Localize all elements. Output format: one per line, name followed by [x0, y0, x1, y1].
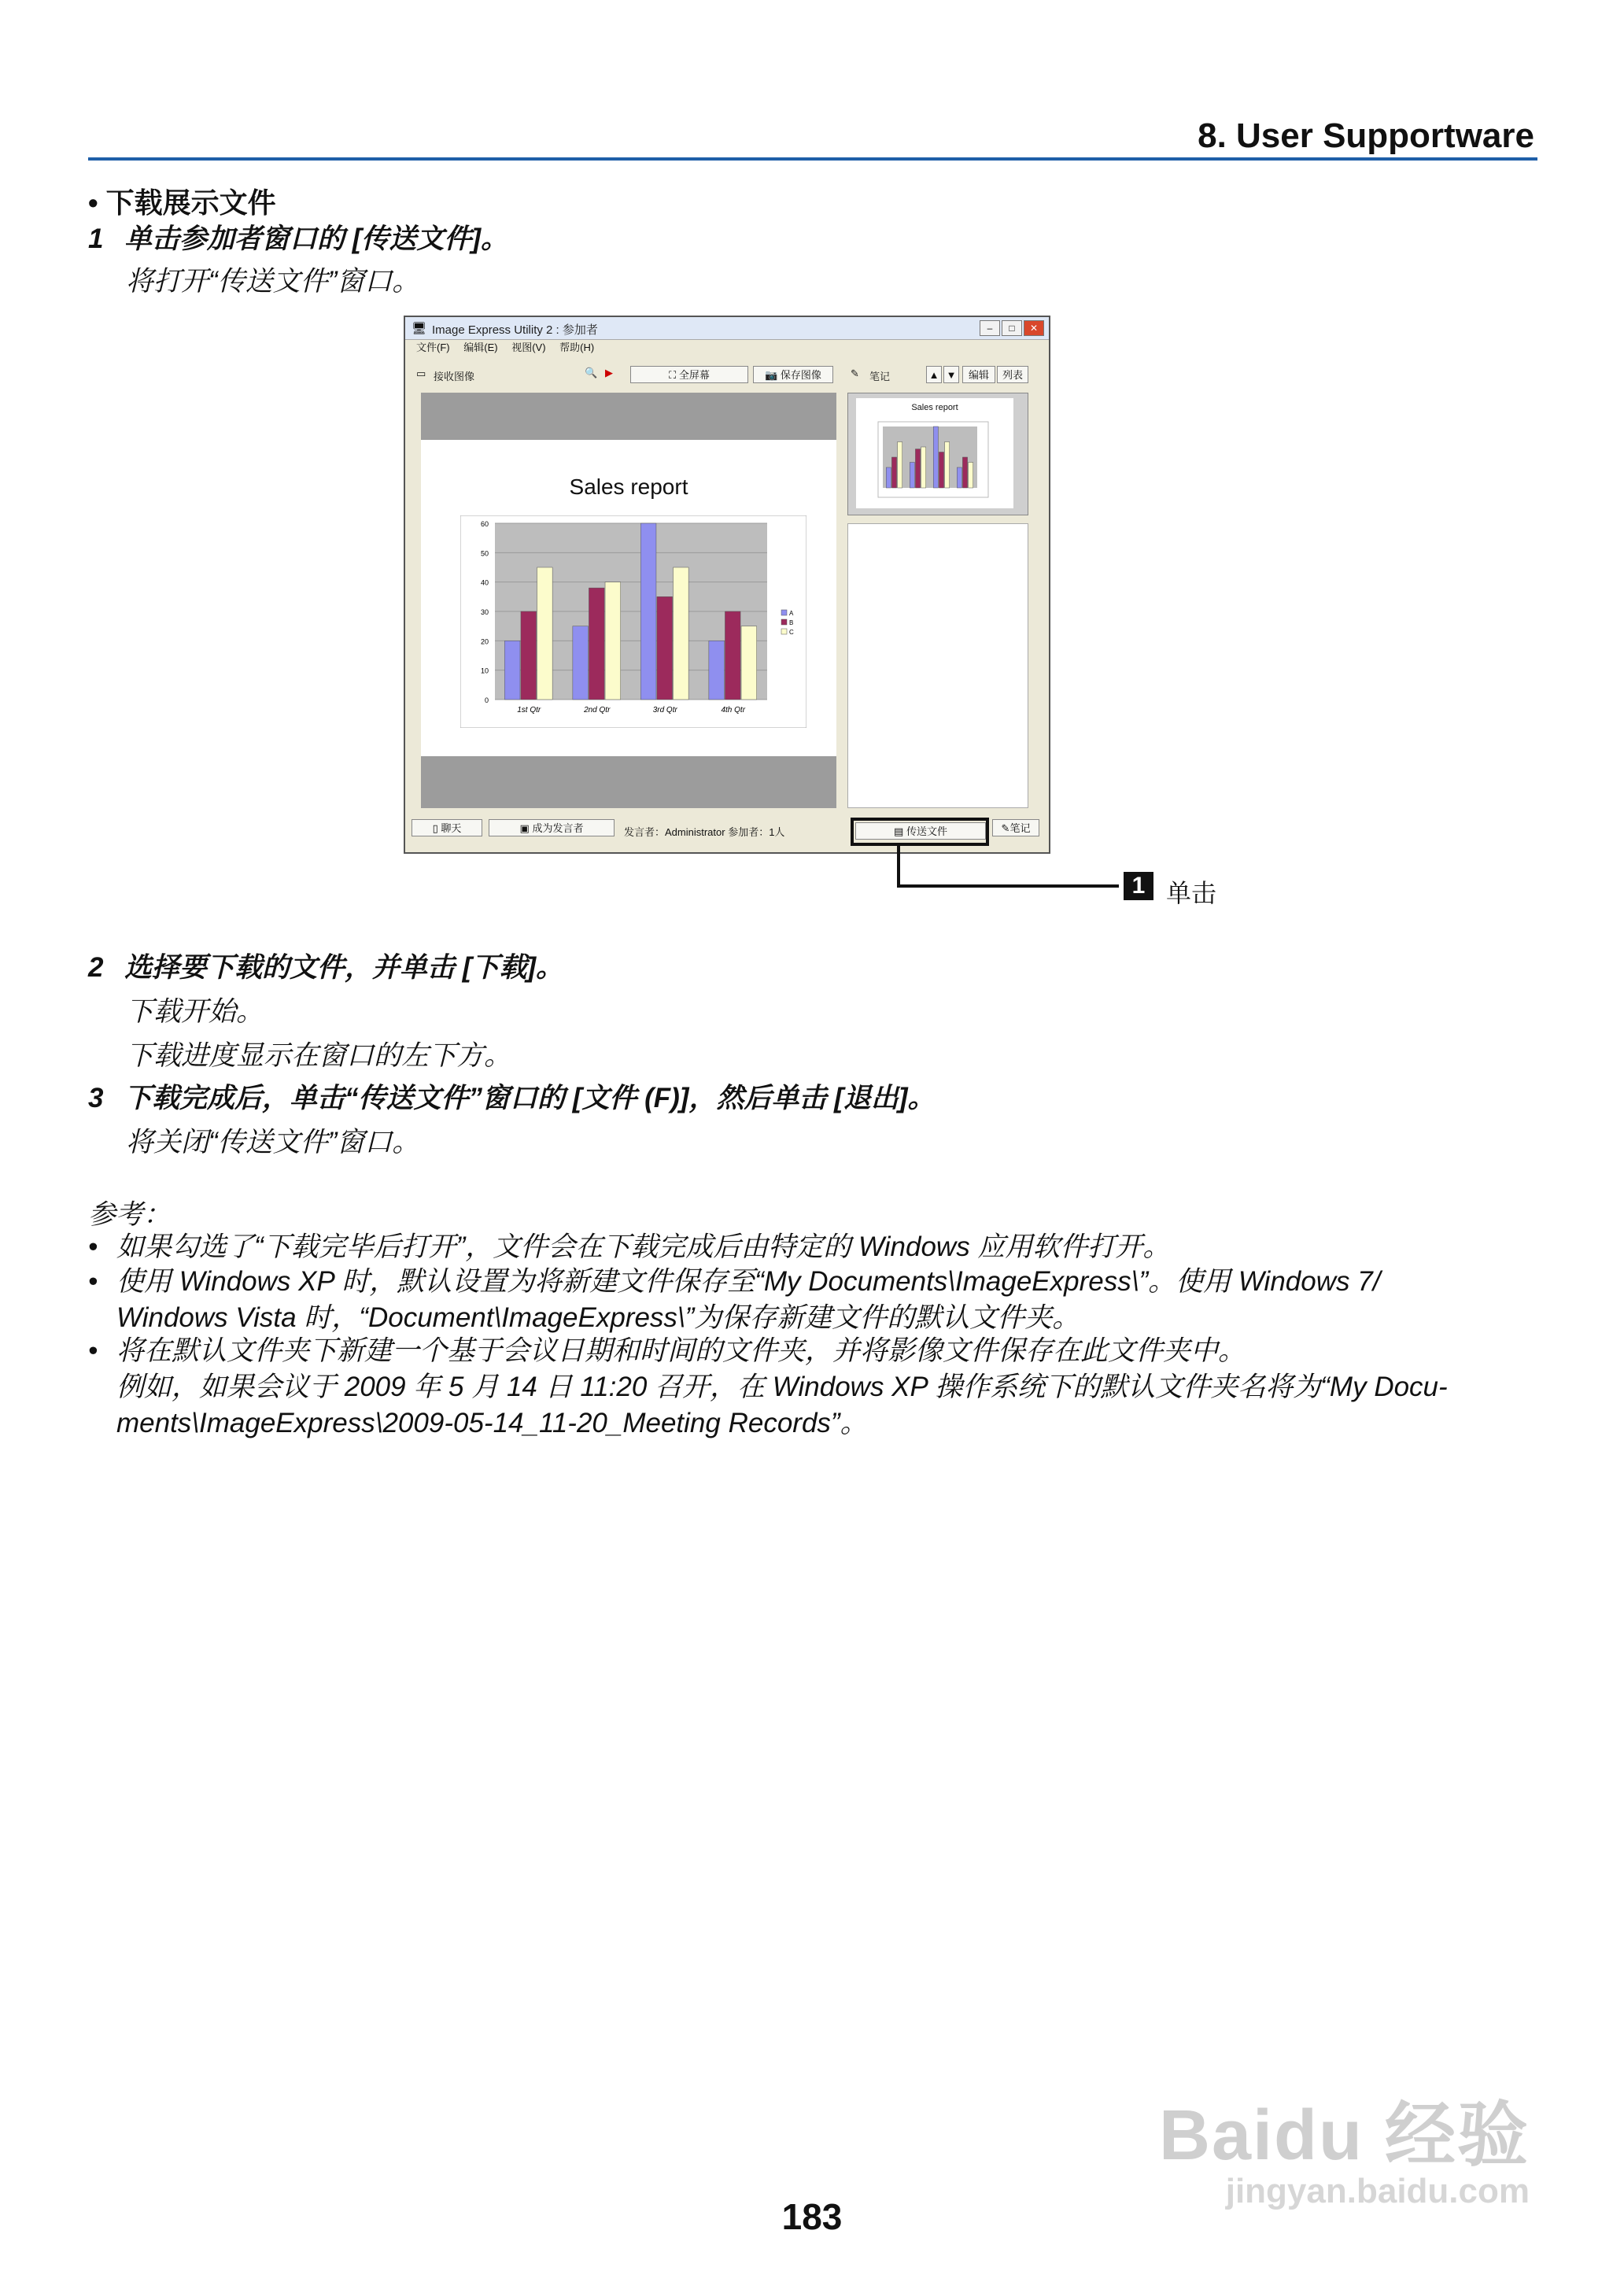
page-number: 183	[781, 2196, 843, 2237]
window-title: Image Express Utility 2 : 参加者	[432, 323, 598, 337]
step-text: 选择要下载的文件，并单击 [下载]。	[124, 952, 564, 983]
legend-swatch	[781, 629, 787, 634]
bar-C-1	[605, 582, 621, 700]
bar-B-0	[521, 611, 537, 700]
section-title: • 下载展示文件	[88, 186, 276, 219]
bar-C-0	[537, 567, 553, 700]
slide-area	[421, 440, 836, 756]
y-tick-label: 30	[480, 608, 489, 616]
step-1-desc: 将打开“传送文件”窗口。	[126, 266, 420, 297]
chat-button[interactable]: ▯ 聊天	[412, 819, 482, 836]
bar-A-1	[910, 463, 914, 489]
legend-swatch	[781, 619, 787, 625]
header-rule	[88, 157, 1537, 161]
step-text: 单击参加者窗口的 [传送文件]。	[124, 223, 509, 254]
fullscreen-button[interactable]: ⛶ 全屏幕	[630, 366, 748, 383]
y-tick-label: 0	[484, 696, 489, 704]
bar-A-2	[640, 523, 656, 700]
bar-B-3	[725, 611, 740, 700]
y-tick-label: 60	[480, 520, 489, 528]
bar-A-1	[573, 626, 589, 700]
watermark-url: jingyan.baidu.com	[1225, 2172, 1530, 2210]
legend-label: C	[789, 629, 794, 636]
menubar	[405, 339, 1049, 356]
menu-edit[interactable]: 编辑(E)	[463, 342, 498, 353]
menu-file[interactable]: 文件(F)	[416, 342, 450, 353]
y-tick-label: 40	[480, 578, 489, 587]
bar-B-1	[915, 449, 920, 488]
pointer-icon[interactable]: ▶	[605, 367, 613, 378]
y-tick-label: 20	[480, 637, 489, 646]
slide-thumbnail[interactable]	[856, 398, 1013, 508]
callout-line-horizontal	[897, 884, 1119, 888]
step-number: 2	[88, 952, 104, 983]
become-presenter-button[interactable]: ▣ 成为发言者	[489, 819, 615, 836]
presenter-icon: ▣	[519, 822, 533, 834]
notes-title: 参考：	[88, 1199, 172, 1230]
step-2-desc-1: 下载开始。	[126, 996, 264, 1027]
bar-B-1	[589, 588, 604, 700]
x-tick-label: 1st Qtr	[517, 706, 541, 714]
chat-icon: ▯	[432, 822, 441, 834]
watermark-brand: Baidu 经验	[1158, 2096, 1530, 2175]
callout-line	[897, 844, 900, 888]
y-tick-label: 50	[480, 549, 489, 558]
bar-B-3	[962, 457, 967, 488]
file-icon: ▤	[894, 825, 906, 837]
pencil-icon: ✎	[851, 367, 859, 379]
menu-view[interactable]: 视图(V)	[511, 342, 546, 353]
zoom-icon[interactable]: 🔍	[585, 367, 598, 378]
menu-help[interactable]: 帮助(H)	[559, 342, 595, 353]
legend-swatch	[781, 610, 787, 615]
session-info: 发言者：Administrator 参加者：1人	[624, 826, 785, 838]
bar-B-2	[657, 596, 673, 700]
arrow-up-icon[interactable]: ▲	[926, 366, 942, 383]
callout-label: 单击	[1166, 879, 1217, 907]
bar-A-0	[886, 467, 891, 488]
highlight-box	[851, 818, 989, 846]
note-item-3: • 将在默认文件夹下新建一个基于会议日期和时间的文件夹，并将影像文件保存在此文件夹中。 例如，如果会议于 2009 年 5 月 14 日 11:20 召开，在 Windows XP 操作系统下的默认文件夹名将为“My Docu- ments\ImageExpress\2009-05-14_11-20_Meeting Records”。	[88, 1335, 1448, 1438]
step-2-desc-2: 下载进度显示在窗口的左下方。	[126, 1040, 512, 1071]
section-header-title: 8. User Supportware	[1198, 116, 1534, 155]
step-2	[88, 946, 563, 985]
bar-A-0	[504, 641, 520, 700]
bar-C-3	[741, 626, 757, 700]
bar-C-2	[945, 442, 950, 489]
left-panel-toolbar	[413, 366, 829, 385]
save-image-button[interactable]: 📷 保存图像	[753, 366, 833, 383]
transfer-file-button[interactable]: ▤ 传送文件	[855, 822, 986, 840]
step-1	[88, 217, 508, 257]
legend-label: B	[789, 619, 794, 626]
slide-title: Sales report	[569, 474, 688, 499]
app-window-screenshot	[404, 316, 1050, 854]
fullscreen-icon: ⛶	[669, 369, 679, 381]
step-number: 1	[88, 223, 104, 254]
thumbnail-panel	[847, 393, 1028, 515]
close-icon[interactable]: ✕	[1024, 320, 1044, 336]
display-gray-top	[421, 393, 836, 440]
tab-edit[interactable]: 编辑	[962, 366, 995, 383]
window-titlebar	[405, 317, 1049, 340]
callout-number: 1	[1124, 872, 1153, 900]
step-number: 3	[88, 1083, 104, 1113]
bar-A-3	[709, 641, 725, 700]
camera-icon: 📷	[765, 369, 781, 381]
note-label: 笔记	[869, 371, 891, 382]
bar-C-3	[969, 463, 973, 489]
display-gray-bottom	[421, 756, 836, 808]
x-tick-label: 3rd Qtr	[652, 706, 677, 714]
maximize-icon[interactable]: □	[1002, 320, 1022, 336]
note-button[interactable]: ✎笔记	[992, 819, 1039, 836]
bar-A-3	[957, 467, 961, 488]
receive-image-label: 接收图像	[434, 371, 475, 382]
right-panel-toolbar	[847, 366, 1044, 385]
bar-C-0	[898, 442, 902, 489]
bar-A-2	[933, 426, 938, 488]
thumbnail-title: Sales report	[911, 403, 958, 412]
notes-area[interactable]	[847, 523, 1028, 808]
bar-C-2	[674, 567, 689, 700]
bar-B-0	[891, 457, 896, 488]
step-3-desc: 将关闭“传送文件”窗口。	[126, 1127, 420, 1158]
note-item-1: • 如果勾选了“下载完毕后打开”，文件会在下载完成后由特定的 Windows 应用软件打开。	[88, 1231, 1171, 1262]
x-tick-label: 2nd Qtr	[584, 706, 611, 714]
step-text: 下载完成后，单击“传送文件”窗口的 [文件 (F)]，然后单击 [退出]。	[124, 1083, 936, 1113]
thumbnail-chart	[856, 419, 1013, 505]
pencil-icon: ✎	[1001, 822, 1010, 834]
minimize-icon[interactable]: –	[980, 320, 1000, 336]
sales-chart	[460, 515, 806, 728]
step-3	[88, 1076, 936, 1116]
arrow-down-icon[interactable]: ▼	[943, 366, 959, 383]
legend-label: A	[789, 610, 794, 617]
bar-C-1	[921, 447, 926, 488]
monitor-icon: ▭	[416, 367, 426, 379]
bar-B-2	[939, 452, 943, 489]
tab-list[interactable]: 列表	[997, 366, 1028, 383]
y-tick-label: 10	[480, 666, 489, 675]
x-tick-label: 4th Qtr	[721, 706, 746, 714]
app-icon: 🖥	[412, 322, 427, 335]
note-item-2: • 使用 Windows XP 时，默认设置为将新建文件保存至“My Documents\ImageExpress\”。使用 Windows 7/ Windows Vista 时，“Document\ImageExpress\”为保存新建文件的默认文件夹。	[88, 1266, 1381, 1333]
